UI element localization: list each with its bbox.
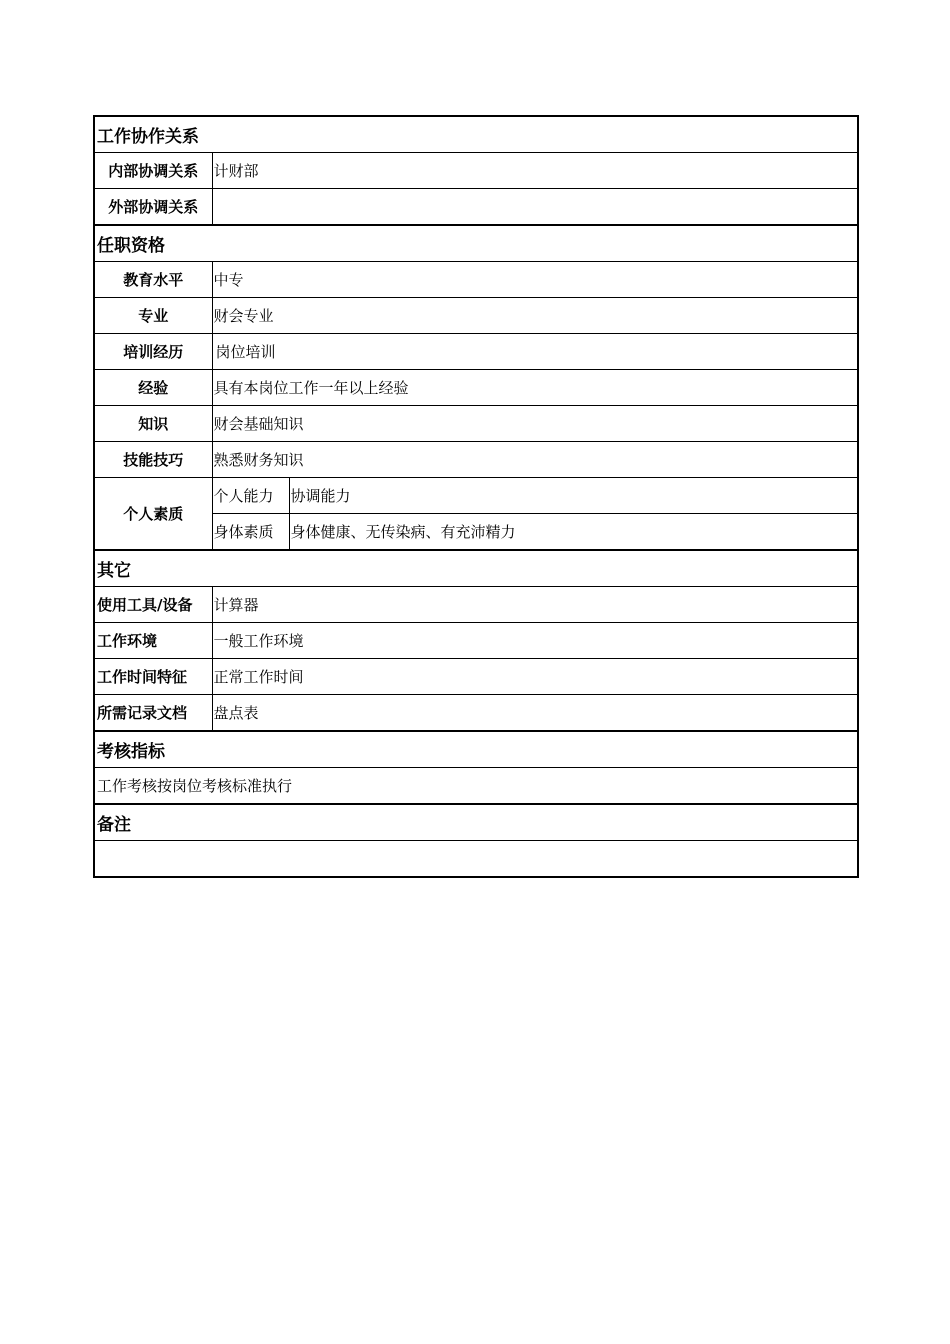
row-remarks <box>94 841 858 878</box>
value-experience: 具有本岗位工作一年以上经验 <box>212 370 858 406</box>
job-description-table <box>93 115 859 878</box>
value-skills: 熟悉财务知识 <box>212 442 858 478</box>
value-assessment: 工作考核按岗位考核标准执行 <box>94 768 858 805</box>
row-external-coordination <box>94 189 858 226</box>
label-personal-quality: 个人素质 <box>94 478 212 551</box>
label-skills: 技能技巧 <box>94 442 212 478</box>
value-work-time: 正常工作时间 <box>212 659 858 695</box>
section-remarks-header <box>94 804 858 841</box>
row-records <box>94 695 858 732</box>
label-tools: 使用工具/设备 <box>94 587 212 623</box>
row-environment <box>94 623 858 659</box>
row-education <box>94 262 858 298</box>
section-title-collaboration: 工作协作关系 <box>94 116 858 153</box>
value-training: 岗位培训 <box>212 334 858 370</box>
value-knowledge: 财会基础知识 <box>212 406 858 442</box>
label-records: 所需记录文档 <box>94 695 212 732</box>
label-knowledge: 知识 <box>94 406 212 442</box>
value-environment: 一般工作环境 <box>212 623 858 659</box>
section-other-header <box>94 550 858 587</box>
section-title-qualification: 任职资格 <box>94 225 858 262</box>
row-knowledge <box>94 406 858 442</box>
row-experience <box>94 370 858 406</box>
row-internal-coordination <box>94 153 858 189</box>
label-internal-coordination: 内部协调关系 <box>94 153 212 189</box>
value-physical-quality: 身体健康、无传染病、有充沛精力 <box>289 514 858 551</box>
section-assessment-header <box>94 731 858 768</box>
section-title-remarks: 备注 <box>94 804 858 841</box>
value-education: 中专 <box>212 262 858 298</box>
section-title-assessment: 考核指标 <box>94 731 858 768</box>
row-assessment <box>94 768 858 805</box>
label-external-coordination: 外部协调关系 <box>94 189 212 226</box>
row-major <box>94 298 858 334</box>
label-work-time: 工作时间特征 <box>94 659 212 695</box>
value-external-coordination <box>212 189 858 226</box>
label-major: 专业 <box>94 298 212 334</box>
section-collaboration-header <box>94 116 858 153</box>
row-tools <box>94 587 858 623</box>
label-environment: 工作环境 <box>94 623 212 659</box>
value-remarks <box>94 841 858 878</box>
row-personal-ability <box>94 478 858 514</box>
value-personal-ability: 协调能力 <box>289 478 858 514</box>
section-qualification-header <box>94 225 858 262</box>
value-internal-coordination: 计财部 <box>212 153 858 189</box>
label-physical-quality: 身体素质 <box>212 514 289 551</box>
row-training <box>94 334 858 370</box>
job-description-sheet <box>93 115 857 878</box>
label-education: 教育水平 <box>94 262 212 298</box>
row-work-time <box>94 659 858 695</box>
label-personal-ability: 个人能力 <box>212 478 289 514</box>
label-experience: 经验 <box>94 370 212 406</box>
value-records: 盘点表 <box>212 695 858 732</box>
label-training: 培训经历 <box>94 334 212 370</box>
value-major: 财会专业 <box>212 298 858 334</box>
section-title-other: 其它 <box>94 550 858 587</box>
value-tools: 计算器 <box>212 587 858 623</box>
row-skills <box>94 442 858 478</box>
